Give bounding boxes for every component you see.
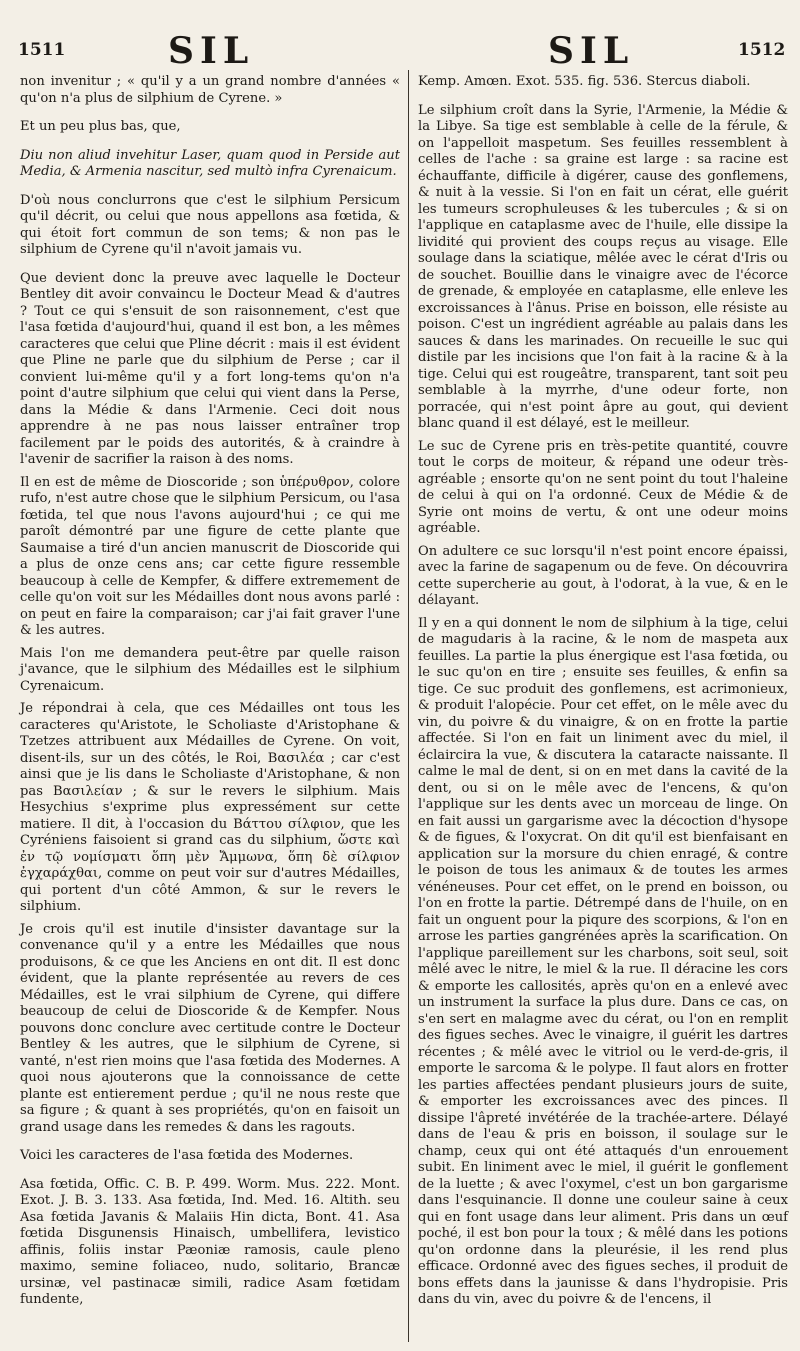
page-number-right: 1512 <box>738 40 786 60</box>
paragraph: Le silphium croît dans la Syrie, l'Armenie, la Médie & la Libye. Sa tige est semblable à celle de la férule, & on l'appelloit maspetum. Ses feuilles ressemblent à celles de l'ache : sa graine est large : sa racine est échauffante, difficile à digérer, cause des gonflemens, & nuit à la vessie. Si l'on en fait un cérat, elle guérit les tumeurs scrophuleuses & les tubercules ; & si on l'applique en cataplasme avec de l'huile, elle dissipe la lividité qui provient des coups reçus au visage. Elle soulage dans la sciatique, mêlée avec le cérat d'Iris ou de souchet. Bouillie dans le vinaigre avec de l'écorce de grenade, & employée en cataplasme, elle enleve les excroissances à l'ânus. Prise en boisson, elle résiste au poison. C'est un ingrédient agréable au palais dans les sauces & dans les marinades. On recueille le suc qui distile par les incisions que l'on fait à la racine & à la tige. Celui qui est rougeâtre, transparent, tant soit peu semblable à la myrrhe, d'une odeur forte, non porracée, qui n'est point âpre au gout, qui devient blanc quand il est délayé, est le meilleur. <box>418 102 788 431</box>
paragraph: On adultere ce suc lorsqu'il n'est point encore épaissi, avec la farine de sagapenum ou de feve. On découvrira cette supercherie au gout, à l'odorat, à la vue, & en le délayant. <box>418 543 788 608</box>
paragraph: Et un peu plus bas, que, <box>20 119 181 134</box>
paragraph: D'où nous conclurrons que c'est le silphium Persicum qu'il décrit, ou celui que nous appellons asa fœtida, & qui étoit fort commun de son tems; & non pas le silphium de Cyrene qu'il n'avoit jamais vu. <box>20 192 400 257</box>
paragraph: Je crois qu'il est inutile d'insister davantage sur la convenance qu'il y a entre les Médailles que nous produisons, & ce que les Anciens en ont dit. Il est donc évident, que la plante représentée au revers de ces Médailles, est le vrai silphium de Cyrene, qui differe beaucoup de celui de Dioscoride & de Kempfer. Nous pouvons donc conclure avec certitude contre le Docteur Bentley & les autres, que le silphium de Cyrene, si vanté, n'est rien moins que l'asa fœtida des Modernes. A quoi nous ajouterons que la connoissance de cette plante est entierement perdue ; qu'il ne nous reste que sa figure ; & quant à ses propriétés, qu'on en faisoit un grand usage dans les remedes & dans les ragouts. <box>20 921 400 1135</box>
synonymy-entry: Asa fœtida, Offic. C. B. P. 499. Worm. Mus. 222. Mont. Exot. J. B. 3. 133. Asa fœtida, Ind. Med. 16. Altith. seu Asa fœtida Javanis & Malaiis Hin dicta, Bont. 41. Asa fœtida Disgunensis Hinaisch, umbellifera, levistico affinis, foliis instar Pæoniæ ramosis, caule pleno maximo, semine foliaceo, nudo, solitario, Brancæ ursinæ, vel pastinacæ simili, radice Asam fœtidam fundente, <box>20 1176 400 1307</box>
paragraph: Il en est de même de Dioscoride ; son ὑπέρυθρον, colore rufo, n'est autre chose que le silphium Persicum, ou l'asa fœtida, tel que nous l'avons aujourd'hui ; ce qui me paroît démontré par une figure de cette plante que Saumaise a tiré d'un ancien manuscrit de Dioscoride qui a plus de onze cens ans; car cette figure ressemble beaucoup à celle de Kempfer, & differe extremement de celle qu'on voit sur les Médailles dont nous avons parlé : on peut en faire la comparaison; car j'ai fait graver l'une & les autres. <box>20 474 400 638</box>
page-number-left: 1511 <box>18 40 66 60</box>
paragraph: Je répondrai à cela, que ces Médailles ont tous les caracteres qu'Aristote, le Scholiaste d'Aristophane & Tzetzes attribuent aux Médailles de Cyrene. On voit, disent-ils, sur un des côtés, le Roi, Βασιλέα ; car c'est ainsi que je lis dans le Scholiaste d'Aristophane, & non pas Βασιλείαν ; & sur le revers le silphium. Mais Hesychius s'exprime plus expressément sur cette matiere. Il dit, à l'occasion du Βάττου σίλφιον, que les Cyréniens faisoient si grand cas du silphium, ὥστε καὶ ἐν τῷ νομίσματι ὅπη μὲν Ἄμμωνα, ὅπη δὲ σίλφιον ἐγχαράχθαι, comme on peut voir sur d'autres Médailles, qui portent d'un côté Ammon, & sur le revers le silphium. <box>20 701 400 914</box>
latin-quote: Diu non aliud invehitur Laser, quam quod in Perside aut Media, & Armenia nascitur, sed multò infra Cyrenaicum. <box>20 147 400 179</box>
paragraph: Que devient donc la preuve avec laquelle le Docteur Bentley dit avoir convaincu le Docteur Mead & d'autres ? Tout ce qui s'ensuit de son raisonnement, c'est que l'asa fœtida d'aujourd'hui, quand il est bon, a les mêmes caracteres que celui que Pline décrit : mais il est évident que Pline ne parle que du silphium de Perse ; car il convient lui-même qu'il y a fort long-tems qu'on n'a point d'autre silphium que celui qui vient dans la Perse, dans la Médie & dans l'Armenie. Ceci doit nous apprendre à ne pas nous laisser entraîner trop facilement par le poids des autorités, & à craindre à l'avenir de sacrifier la raison à des noms. <box>20 270 400 467</box>
paragraph: Il y en a qui donnent le nom de silphium à la tige, celui de magudaris à la racine, & le nom de maspeta aux feuilles. La partie la plus énergique est l'asa fœtida, ou le suc qu'on en tire ; ensuite ses feuilles, & enfin sa tige. Ce suc produit des gonflemens, est acrimonieux, & produit l'alopécie. Pour cet effet, on le mêle avec du vin, du poivre & du vinaigre, & on en frotte la partie affectée. Si l'on en fait un liniment avec du miel, il éclaircira la vue, & discutera la cataracte naissante. Il calme le mal de dent, si on en met dans la cavité de la dent, ou si on le mêle avec de l'encens, & qu'on l'applique sur les dents avec un morceau de linge. On en fait aussi un gargarisme avec la décoction d'hysope & de figues, & l'oxycrat. On dit qu'il est bienfaisant en application sur la morsure du chien enragé, & contre le poison de tous les animaux & de toutes les armes vénéneuses. Pour cet effet, on le prend en boisson, ou l'on en frotte la partie. Détrempé dans de l'huile, on en fait un onguent pour la piqure des scorpions, & l'on en arrose les parties gangrénées après la scarification. On l'applique pareillement sur les charbons, soit seul, soit mêlé avec le nitre, le miel & la rue. Il déracine les cors & emporte les callosités, après qu'on en a enlevé avec un instrument la surface la plus dure. Dans ce cas, on s'en sert en malagme avec du cérat, ou l'on en remplit des figues seches. Avec le vinaigre, il guérit les dartres récentes ; & mêlé avec le vitriol ou le verd-de-gris, il emporte le sarcoma & le polype. Il faut alors en frotter les parties affectées pendant plusieurs jours de suite, & emporter les excroissances avec des pinces. Il dissipe l'âpreté invétérée de la trachée-artere. Délayé dans de l'eau & pris en boisson, il soulage sur le champ, ceux qui ont été attaqués d'un enrouement subit. En liniment avec le miel, il guérit le gonflement de la luette ; & avec l'oxymel, c'est un bon gargarisme dans l'esquinancie. Il donne une couleur saine à ceux qui en font usage dans leur aliment. Pris dans un œuf poché, il est bon pour la toux ; & mêlé dans les potions qu'on ordonne dans la pleurésie, il les rend plus efficace. Ordonné avec des figues seches, il produit de bons effets dans la jaunisse & dans l'hydropisie. Pris dans du vin, avec du poivre & de l'encens, il <box>418 615 788 1307</box>
paragraph: Kemp. Amœn. Exot. 535. fig. 536. Stercus diaboli. <box>418 74 751 89</box>
paragraph: Mais l'on me demandera peut-être par quelle raison j'avance, que le silphium des Médailles est le silphium Cyrenaicum. <box>20 645 400 694</box>
paragraph: Voici les caracteres de l'asa fœtida des Modernes. <box>20 1148 354 1163</box>
running-head-left: SIL <box>168 30 255 72</box>
paragraph: Le suc de Cyrene pris en très-petite quantité, couvre tout le corps de moiteur, & répand une odeur très-agréable ; ensorte qu'on ne sent point du tout l'haleine de celui à qui on l'a ordonné. Ceux de Médie & de Syrie ont moins de vertu, & ont une odeur moins agréable. <box>418 438 788 536</box>
right-column <box>418 74 788 1315</box>
paragraph: non invenitur ; « qu'il y a un grand nombre d'années « qu'on n'a plus de silphium de Cyrene. » <box>20 74 400 106</box>
running-head-right: SIL <box>548 30 635 72</box>
column-divider <box>408 70 409 1342</box>
left-column <box>20 74 400 1315</box>
